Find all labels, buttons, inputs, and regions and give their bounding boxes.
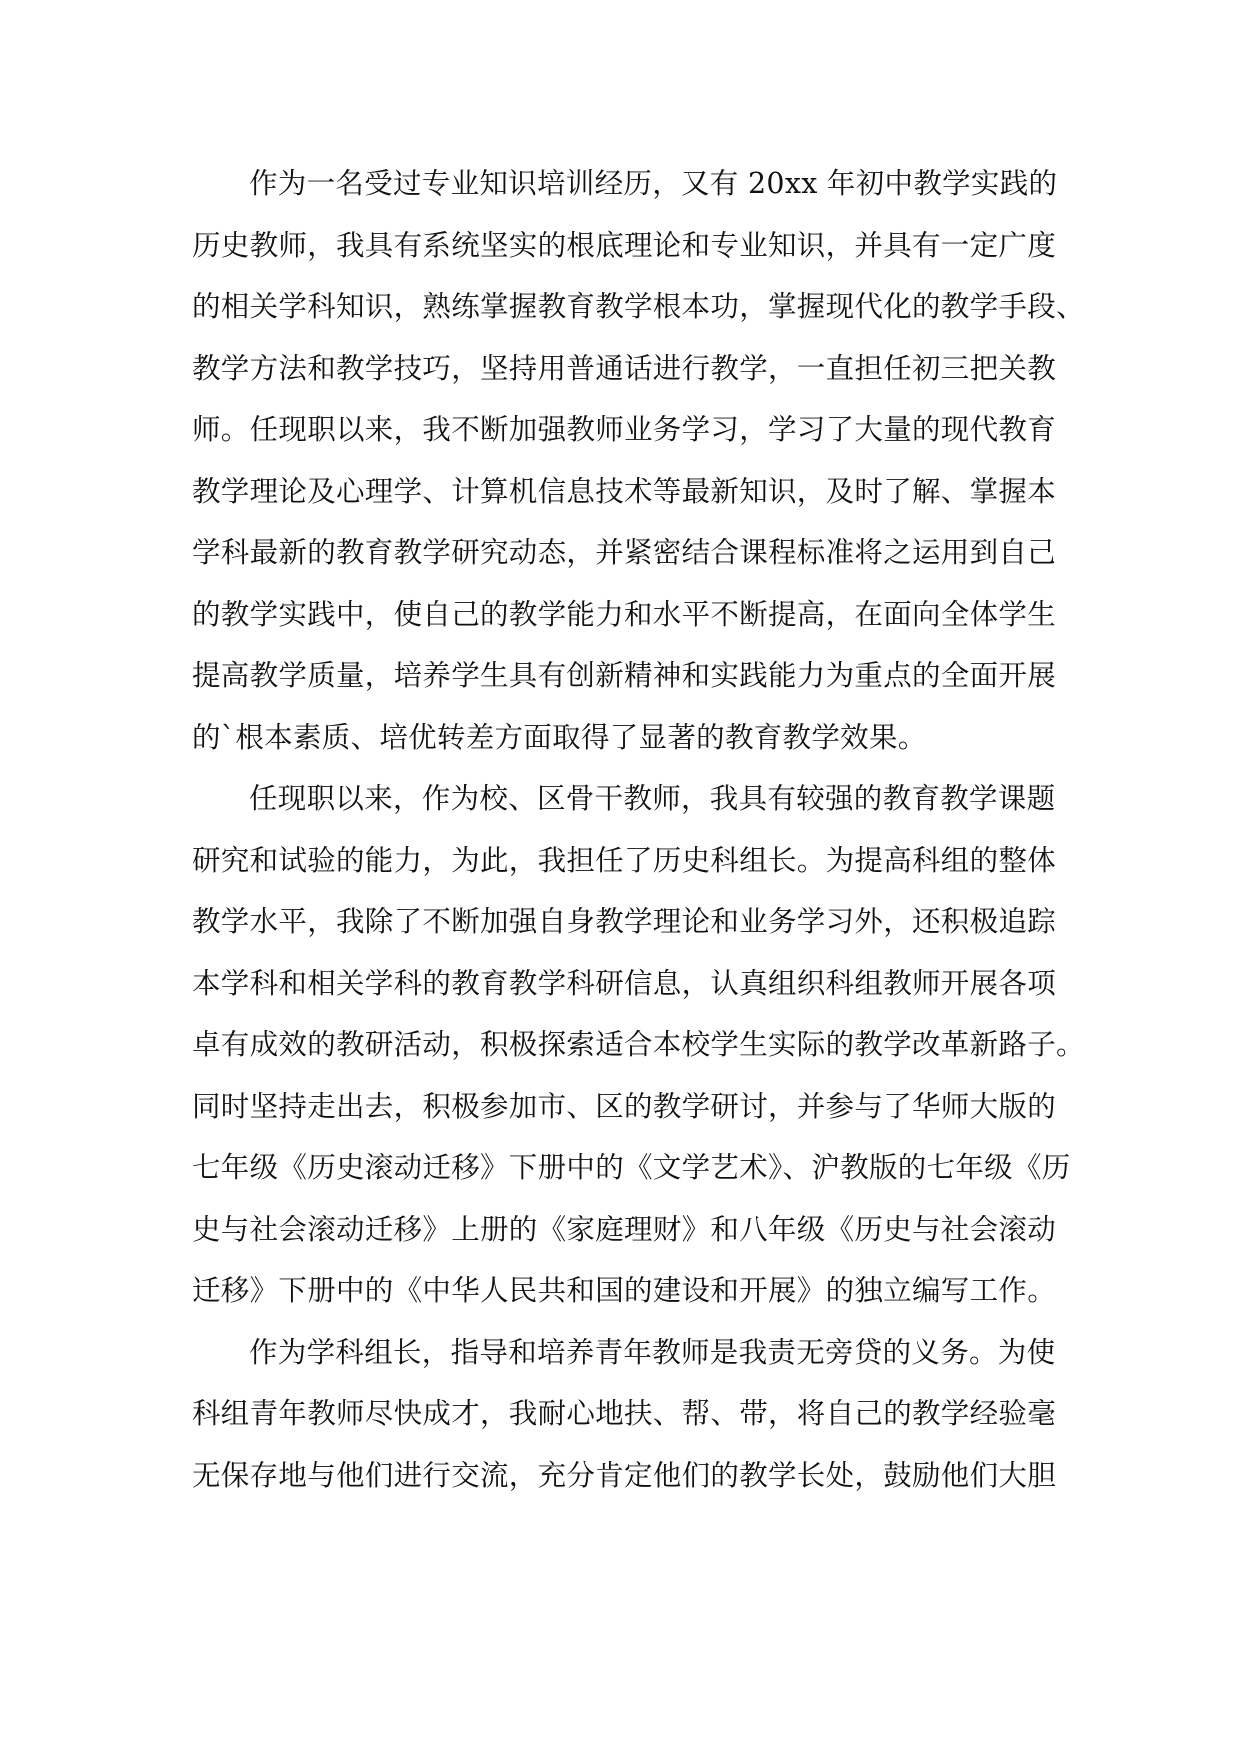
paragraph-2 [192,768,1085,1322]
document-body [192,153,1085,1506]
text-line: 本学科和相关学科的教育教学科研信息，认真组织科组教师开展各项 [192,966,1057,1000]
text-line: 七年级《历史滚动迁移》下册中的《文学艺术》、沪教版的七年级《历 [192,1151,1071,1184]
text-line: 无保存地与他们进行交流，充分肯定他们的教学长处，鼓励他们大胆 [192,1458,1057,1492]
text-line: 作为一名受过专业知识培训经历，又有 20xx 年初中教学实践的 [249,167,1058,200]
text-line: 作为学科组长，指导和培养青年教师是我责无旁贷的义务。为使 [249,1335,1056,1369]
text-line: 任现职以来，作为校、区骨干教师，我具有较强的教育教学课题 [249,782,1056,815]
text-line: 的`根本素质、培优转差方面取得了显著的教育教学效果。 [192,720,927,754]
text-line: 提高教学质量，培养学生具有创新精神和实践能力为重点的全面开展 [192,659,1057,692]
text-line: 教学水平，我除了不断加强自身教学理论和业务学习外，还积极追踪 [192,905,1057,938]
text-line: 迁移》下册中的《中华人民共和国的建设和开展》的独立编写工作。 [192,1274,1057,1307]
text-line: 卓有成效的教研活动，积极探索适合本校学生实际的教学改革新路子。 [192,1028,1085,1061]
paragraph-1 [192,153,1085,768]
text-line: 同时坚持走出去，积极参加市、区的教学研讨，并参与了华师大版的 [192,1089,1057,1123]
text-line: 的相关学科知识，熟练掌握教育教学根本功，掌握现代化的教学手段、 [192,290,1085,323]
text-line: 史与社会滚动迁移》上册的《家庭理财》和八年级《历史与社会滚动 [192,1212,1057,1246]
text-line: 的教学实践中，使自己的教学能力和水平不断提高，在面向全体学生 [192,597,1057,631]
text-line: 历史教师，我具有系统坚实的根底理论和专业知识，并具有一定广度 [192,228,1057,262]
text-line: 学科最新的教育教学研究动态，并紧密结合课程标准将之运用到自己 [192,536,1057,569]
text-line: 教学理论及心理学、计算机信息技术等最新知识，及时了解、掌握本 [192,474,1057,508]
text-line: 教学方法和教学技巧，坚持用普通话进行教学，一直担任初三把关教 [192,351,1057,385]
paragraph-3 [192,1322,1060,1507]
text-line: 研究和试验的能力，为此，我担任了历史科组长。为提高科组的整体 [192,843,1057,877]
text-line: 师。任现职以来，我不断加强教师业务学习，学习了大量的现代教育 [192,413,1057,446]
text-line: 科组青年教师尽快成才，我耐心地扶、帮、带，将自己的教学经验毫 [192,1397,1057,1430]
